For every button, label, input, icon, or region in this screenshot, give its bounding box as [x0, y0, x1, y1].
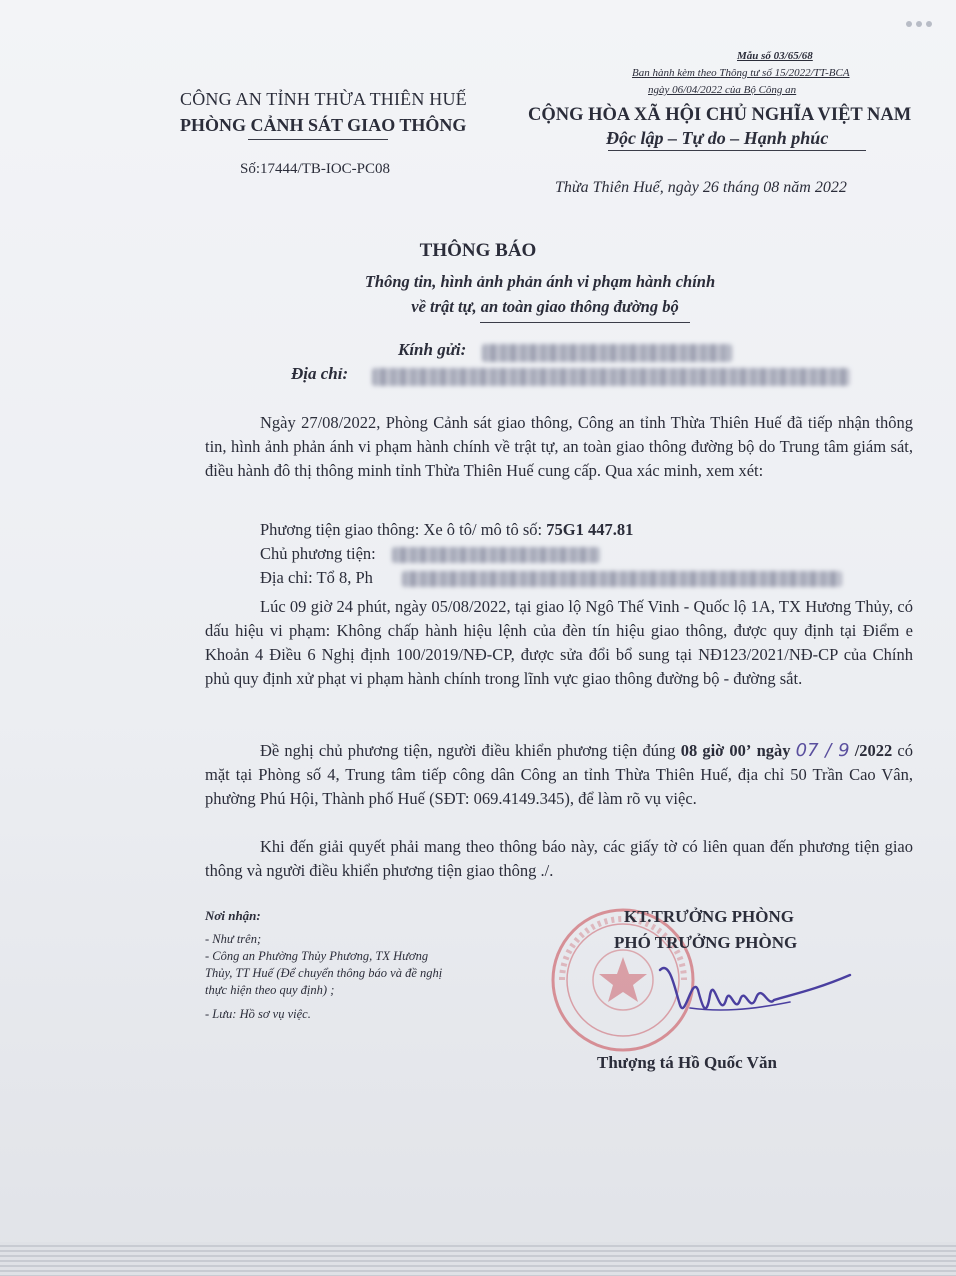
paragraph-bring [205, 835, 913, 883]
document-title: THÔNG BÁO [419, 240, 537, 261]
recipient-label: Kính gửi: [398, 340, 467, 359]
vehicle-plate: 75G1 447.81 [546, 520, 634, 539]
paper-stack-edge [0, 1242, 956, 1276]
corner-marks [906, 14, 942, 28]
paragraph-bring-text: Khi đến giải quyết phải mang theo thông báo này, các giấy tờ có liên quan đến phương tiện giao thông và người điều khiển phương tiện giao thông ./. [205, 837, 913, 880]
place-date: Thừa Thiên Huế, ngày 26 tháng 08 năm 2022 [555, 179, 847, 196]
agency-parent: CÔNG AN TỈNH THỪA THIÊN HUẾ [180, 89, 467, 109]
recipient-address-label: Địa chỉ: [291, 364, 349, 383]
agency-name: PHÒNG CẢNH SÁT GIAO THÔNG [180, 115, 467, 135]
document-subtitle-line1: Thông tin, hình ảnh phản ánh vi phạm hành chính [364, 272, 716, 291]
paragraph-intro-text: Ngày 27/08/2022, Phòng Cảnh sát giao thông, Công an tỉnh Thừa Thiên Huế đã tiếp nhận thông tin, hình ảnh phản ánh vi phạm hành chính về trật tự, an toàn giao thông đường bộ do Trung tâm giám sát, điều hành đô thị thông minh tỉnh Thừa Thiên Huế cung cấp. Qua xác minh, xem xét: [205, 413, 913, 480]
recipients-title: Nơi nhận: [205, 908, 261, 923]
paragraph-violation-text: Lúc 09 giờ 24 phút, ngày 05/08/2022, tại giao lộ Ngô Thế Vinh - Quốc lộ 1A, TX Hương Thủy, có dấu hiệu vi phạm: Không chấp hành hiệu lệnh của đèn tín hiệu giao thông, được quy định tại Điểm e Khoản 4 Điều 6 Nghị định 100/2019/NĐ-CP, được sửa đổi bổ sung tại NĐ123/2021/NĐ-CP của Chính phủ quy định xử phạt vi phạm hành chính trong lĩnh vực giao thông đường bộ - đường sắt. [205, 597, 913, 688]
recipient-item: - Như trên; [205, 932, 262, 946]
agency-underline [248, 139, 388, 140]
handwritten-date: 07 / 9 [795, 740, 850, 761]
paragraph-violation [205, 595, 913, 691]
request-text-a: Đề nghị chủ phương tiện, người điều khiển phương tiện đúng [260, 741, 681, 760]
vehicle-line [260, 518, 633, 542]
request-text-b: có mặt tại Phòng số 4, Trung tâm tiếp công dân Công an tỉnh Thừa Thiên Huế, địa chỉ 50 Trần Cao Vân, phường Phú Hội, Thành phố Huế (SĐT: 069.4149.345), để làm rõ vụ việc. [205, 741, 913, 808]
redacted-recipient-address [372, 368, 850, 386]
request-day-label: ngày [756, 741, 791, 760]
issued-date-note: ngày 06/04/2022 của Bộ Công an [648, 84, 797, 96]
owner-address-label: Địa chỉ: Tổ 8, Ph [260, 568, 373, 587]
motto-underline [608, 150, 866, 151]
recipient-item: thực hiện theo quy định) ; [205, 983, 335, 997]
signer-name: Thượng tá Hồ Quốc Văn [597, 1053, 777, 1072]
vehicle-label: Phương tiện giao thông: Xe ô tô/ mô tô số: [260, 520, 547, 539]
redacted-recipient-name [482, 344, 732, 362]
recipient-item: - Lưu: Hồ sơ vụ việc. [205, 1007, 311, 1021]
redacted-owner-name [392, 547, 600, 563]
document-number: Số:17444/TB-IOC-PC08 [240, 161, 391, 177]
redacted-owner-address [402, 571, 842, 587]
recipient-item: Thủy, TT Huế (Để chuyển thông báo và đề nghị [205, 966, 443, 980]
signature-title-2: PHÓ TRƯỞNG PHÒNG [614, 933, 798, 952]
paragraph-request [205, 739, 913, 811]
signature-title-1: KT.TRƯỞNG PHÒNG [624, 907, 794, 926]
subtitle-underline [480, 322, 690, 323]
recipient-item: - Công an Phường Thủy Phương, TX Hương [205, 949, 429, 963]
form-number: Mẫu số 03/65/68 [737, 50, 813, 62]
national-title: CỘNG HÒA XÃ HỘI CHỦ NGHĨA VIỆT NAM [528, 105, 912, 125]
issued-with-note: Ban hành kèm theo Thông tư số 15/2022/TT-BCA [632, 67, 850, 79]
paragraph-intro [205, 411, 913, 483]
handwritten-signature [640, 950, 860, 1050]
document-subtitle-line2: về trật tự, an toàn giao thông đường bộ [411, 297, 679, 316]
request-time: 08 giờ 00’ [680, 741, 752, 760]
national-motto: Độc lập – Tự do – Hạnh phúc [606, 128, 829, 148]
owner-label: Chủ phương tiện: [260, 544, 376, 563]
request-year: /2022 [854, 741, 893, 760]
